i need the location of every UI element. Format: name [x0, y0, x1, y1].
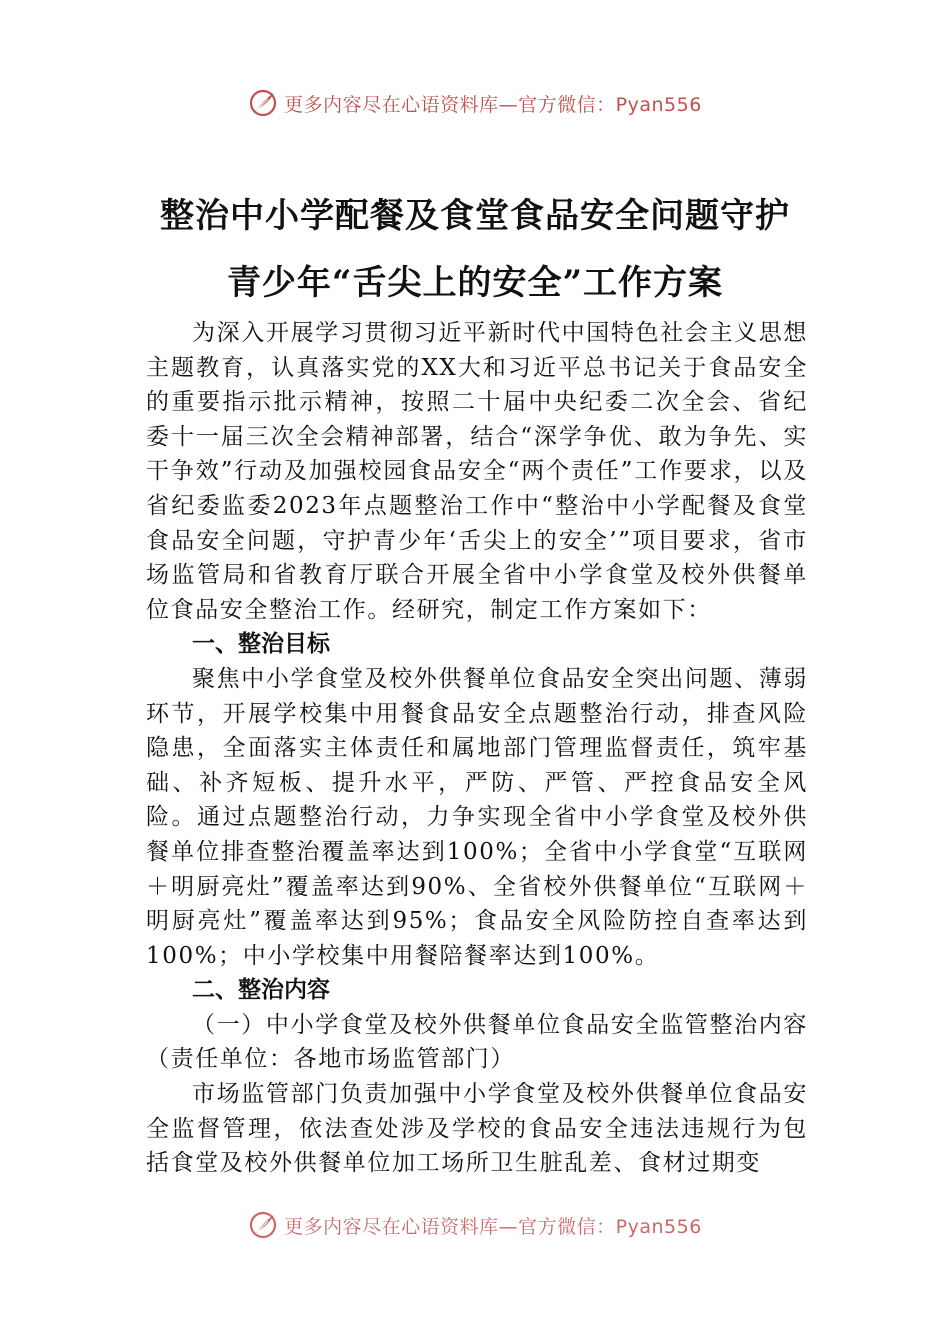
document-title-line-2: 青少年“舌尖上的安全”工作方案: [226, 263, 724, 303]
content-paragraph: 市场监管部门负责加强中小学食堂及校外供餐单位食品安全监督管理，依法查处涉及学校的食品安全违法违规行为包括食堂及校外供餐单位加工场所卫生脏乱差、食材过期变: [146, 1081, 808, 1177]
feather-circle-icon: [248, 88, 278, 118]
document-body: [146, 316, 808, 1181]
section-heading-content: 二、整治内容: [192, 977, 330, 1004]
section-heading-goals: 一、整治目标: [192, 631, 330, 658]
watermark-header: [0, 86, 950, 120]
intro-paragraph: 为深入开展学习贯彻习近平新时代中国特色社会主义思想主题教育，认真落实党的XX大和习近平总书记关于食品安全的重要指示批示精神，按照二十届中央纪委二次全会、省纪委十一届三次全会精神部署，结合“深学争优、敢为争先、实干争效”行动及加强校园食品安全“两个责任”工作要求，以及省纪委监委2023年点题整治工作中“整治中小学配餐及食堂食品安全问题，守护青少年‘舌尖上的安全’”项目要求，省市场监管局和省教育厅联合开展全省中小学食堂及校外供餐单位食品安全整治工作。经研究，制定工作方案如下：: [146, 320, 808, 623]
watermark-text: 更多内容尽在心语资料库—官方微信：Pyan556: [284, 1215, 702, 1238]
document-title-line-1: 整治中小学配餐及食堂食品安全问题守护: [160, 196, 790, 236]
watermark-text: 更多内容尽在心语资料库—官方微信：Pyan556: [284, 93, 702, 116]
feather-circle-icon: [248, 1210, 278, 1240]
goals-paragraph: 聚焦中小学食堂及校外供餐单位食品安全突出问题、薄弱环节，开展学校集中用餐食品安全点题整治行动，排查风险隐患，全面落实主体责任和属地部门管理监督责任，筑牢基础、补齐短板、提升水平，严防、严管、严控食品安全风险。通过点题整治行动，力争实现全省中小学食堂及校外供餐单位排查整治覆盖率达到100%；全省中小学食堂“互联网＋明厨亮灶”覆盖率达到90%、全省校外供餐单位“互联网＋明厨亮灶”覆盖率达到95%；食品安全风险防控自查率达到100%；中小学校集中用餐陪餐率达到100%。: [146, 665, 808, 969]
subsection-heading-1: （一）中小学食堂及校外供餐单位食品安全监管整治内容（责任单位：各地市场监管部门）: [146, 1011, 808, 1073]
watermark-footer: [0, 1208, 950, 1242]
